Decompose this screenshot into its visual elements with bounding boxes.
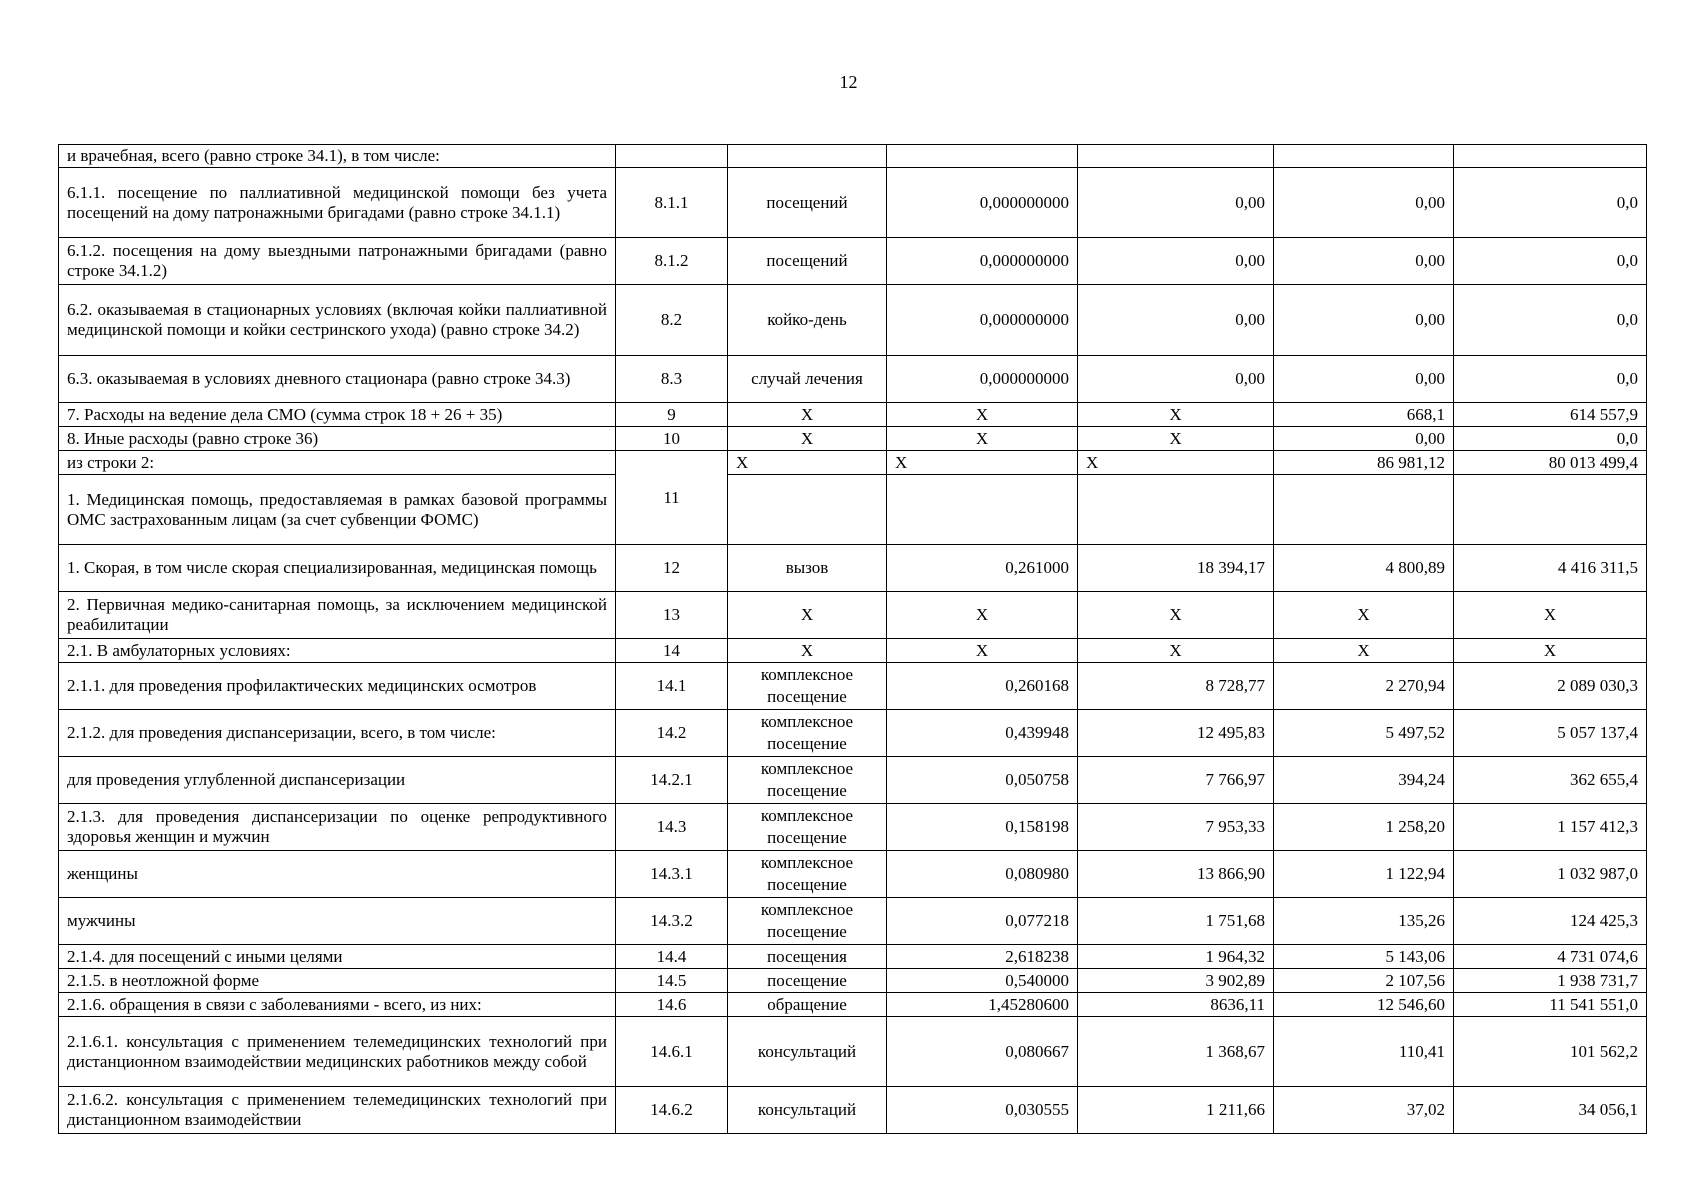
row-unit: посещение xyxy=(728,969,887,993)
row-total: 5 057 137,4 xyxy=(1454,710,1647,757)
row-total: Х xyxy=(1454,592,1647,639)
row-name: 7. Расходы на ведение дела СМО (сумма строк 18 + 26 + 35) xyxy=(59,403,616,427)
row-cost: 3 902,89 xyxy=(1078,969,1274,993)
row-norm: Х xyxy=(887,639,1078,663)
row-code: 14.3.2 xyxy=(616,898,728,945)
row-name: 6.3. оказываемая в условиях дневного стационара (равно строке 34.3) xyxy=(59,356,616,403)
row-total: 4 416 311,5 xyxy=(1454,545,1647,592)
row-name: 1. Медицинская помощь, предоставляемая в рамках базовой программы ОМС застрахованным лицам (за счет субвенции ФОМС) xyxy=(59,475,616,545)
row-cost: 1 211,66 xyxy=(1078,1087,1274,1134)
row-code xyxy=(616,145,728,168)
row-total: 362 655,4 xyxy=(1454,757,1647,804)
row-unit: посещения xyxy=(728,945,887,969)
row-norm: 0,050758 xyxy=(887,757,1078,804)
table-row xyxy=(59,804,1647,851)
row-per-capita: 37,02 xyxy=(1274,1087,1454,1134)
row-cost: 18 394,17 xyxy=(1078,545,1274,592)
table-row xyxy=(59,757,1647,804)
row-name: 2. Первичная медико-санитарная помощь, за исключением медицинской реабилитации xyxy=(59,592,616,639)
row-name: 1. Скорая, в том числе скорая специализированная, медицинская помощь xyxy=(59,545,616,592)
row-name: мужчины xyxy=(59,898,616,945)
row-cost xyxy=(1078,475,1274,545)
table-row xyxy=(59,356,1647,403)
row-code: 14.6.1 xyxy=(616,1017,728,1087)
row-per-capita: 1 122,94 xyxy=(1274,851,1454,898)
row-unit: посещений xyxy=(728,168,887,238)
row-per-capita: Х xyxy=(1274,592,1454,639)
row-cost: 12 495,83 xyxy=(1078,710,1274,757)
row-total: 101 562,2 xyxy=(1454,1017,1647,1087)
row-unit: Х xyxy=(728,451,887,475)
row-name: 2.1. В амбулаторных условиях: xyxy=(59,639,616,663)
row-unit: обращение xyxy=(728,993,887,1017)
row-cost: 8 728,77 xyxy=(1078,663,1274,710)
row-unit xyxy=(728,145,887,168)
row-unit: случай лечения xyxy=(728,356,887,403)
row-unit: койко-день xyxy=(728,285,887,356)
table-row xyxy=(59,403,1647,427)
row-code: 14.6 xyxy=(616,993,728,1017)
row-per-capita: 2 270,94 xyxy=(1274,663,1454,710)
row-norm: 0,000000000 xyxy=(887,356,1078,403)
table-row xyxy=(59,969,1647,993)
row-total: 0,0 xyxy=(1454,356,1647,403)
row-unit: Х xyxy=(728,403,887,427)
row-norm: 0,000000000 xyxy=(887,285,1078,356)
row-code: 12 xyxy=(616,545,728,592)
table-row xyxy=(59,168,1647,238)
row-cost: 0,00 xyxy=(1078,356,1274,403)
row-cost: 8636,11 xyxy=(1078,993,1274,1017)
row-total: Х xyxy=(1454,639,1647,663)
page-number: 12 xyxy=(839,72,858,92)
row-total: 0,0 xyxy=(1454,427,1647,451)
row-name: 2.1.3. для проведения диспансеризации по оценке репродуктивного здоровья женщин и мужчин xyxy=(59,804,616,851)
table-row xyxy=(59,545,1647,592)
row-cost: 0,00 xyxy=(1078,285,1274,356)
row-name: 6.1.2. посещения на дому выездными патронажными бригадами (равно строке 34.1.2) xyxy=(59,238,616,285)
row-per-capita: 4 800,89 xyxy=(1274,545,1454,592)
row-norm xyxy=(887,145,1078,168)
row-name: 6.2. оказываемая в стационарных условиях (включая койки паллиативной медицинской помощи и койки сестринского ухода) (равно строке 34.2) xyxy=(59,285,616,356)
row-per-capita: 0,00 xyxy=(1274,238,1454,285)
row-total: 0,0 xyxy=(1454,285,1647,356)
row-norm: Х xyxy=(887,403,1078,427)
table-row xyxy=(59,427,1647,451)
row-unit: Х xyxy=(728,427,887,451)
row-unit: Х xyxy=(728,639,887,663)
row-per-capita: 0,00 xyxy=(1274,285,1454,356)
row-code: 9 xyxy=(616,403,728,427)
row-name: 2.1.5. в неотложной форме xyxy=(59,969,616,993)
row-norm: Х xyxy=(887,592,1078,639)
table-row xyxy=(59,145,1647,168)
row-norm: 0,439948 xyxy=(887,710,1078,757)
row-norm: 1,45280600 xyxy=(887,993,1078,1017)
table-row xyxy=(59,851,1647,898)
row-cost: 0,00 xyxy=(1078,168,1274,238)
row-per-capita xyxy=(1274,475,1454,545)
row-norm: 0,030555 xyxy=(887,1087,1078,1134)
table-row xyxy=(59,945,1647,969)
row-code: 14.3 xyxy=(616,804,728,851)
row-name: 2.1.1. для проведения профилактических медицинских осмотров xyxy=(59,663,616,710)
row-code: 11 xyxy=(616,451,728,545)
table-row xyxy=(59,993,1647,1017)
row-code: 14.4 xyxy=(616,945,728,969)
row-norm: 0,080667 xyxy=(887,1017,1078,1087)
row-unit: консультаций xyxy=(728,1017,887,1087)
row-total: 124 425,3 xyxy=(1454,898,1647,945)
row-unit: комплексное посещение xyxy=(728,757,887,804)
row-name: 2.1.4. для посещений с иными целями xyxy=(59,945,616,969)
row-name: 2.1.6.2. консультация с применением телемедицинских технологий при дистанционном взаимодействии xyxy=(59,1087,616,1134)
row-norm: 0,077218 xyxy=(887,898,1078,945)
row-unit: комплексное посещение xyxy=(728,710,887,757)
row-per-capita: 110,41 xyxy=(1274,1017,1454,1087)
row-norm: Х xyxy=(887,427,1078,451)
row-cost: 7 766,97 xyxy=(1078,757,1274,804)
table-row xyxy=(59,663,1647,710)
row-total xyxy=(1454,145,1647,168)
table-row xyxy=(59,451,1647,475)
table-row xyxy=(59,592,1647,639)
row-norm: 0,261000 xyxy=(887,545,1078,592)
row-unit: комплексное посещение xyxy=(728,663,887,710)
table-row xyxy=(59,475,1647,545)
row-code: 8.3 xyxy=(616,356,728,403)
row-per-capita: 135,26 xyxy=(1274,898,1454,945)
row-total xyxy=(1454,475,1647,545)
row-code: 14.2.1 xyxy=(616,757,728,804)
row-total: 0,0 xyxy=(1454,168,1647,238)
row-total: 614 557,9 xyxy=(1454,403,1647,427)
row-total: 80 013 499,4 xyxy=(1454,451,1647,475)
row-code: 14.1 xyxy=(616,663,728,710)
row-per-capita: 5 497,52 xyxy=(1274,710,1454,757)
table-row xyxy=(59,1087,1647,1134)
row-unit: комплексное посещение xyxy=(728,898,887,945)
row-unit: посещений xyxy=(728,238,887,285)
row-name: и врачебная, всего (равно строке 34.1), в том числе: xyxy=(59,145,616,168)
row-per-capita: Х xyxy=(1274,639,1454,663)
row-norm: 0,000000000 xyxy=(887,238,1078,285)
row-cost xyxy=(1078,145,1274,168)
row-norm: 0,080980 xyxy=(887,851,1078,898)
row-name: женщины xyxy=(59,851,616,898)
row-unit: Х xyxy=(728,592,887,639)
row-name: 6.1.1. посещение по паллиативной медицинской помощи без учета посещений на дому патронажными бригадами (равно строке 34.1.1) xyxy=(59,168,616,238)
row-norm: 0,158198 xyxy=(887,804,1078,851)
row-total: 0,0 xyxy=(1454,238,1647,285)
row-total: 1 157 412,3 xyxy=(1454,804,1647,851)
table-row xyxy=(59,238,1647,285)
row-total: 34 056,1 xyxy=(1454,1087,1647,1134)
row-code: 13 xyxy=(616,592,728,639)
table-row xyxy=(59,639,1647,663)
row-cost: 7 953,33 xyxy=(1078,804,1274,851)
row-code: 8.1.1 xyxy=(616,168,728,238)
row-per-capita: 1 258,20 xyxy=(1274,804,1454,851)
table-row xyxy=(59,710,1647,757)
row-code: 8.2 xyxy=(616,285,728,356)
row-unit: консультаций xyxy=(728,1087,887,1134)
row-code: 14 xyxy=(616,639,728,663)
row-name: 2.1.6. обращения в связи с заболеваниями - всего, из них: xyxy=(59,993,616,1017)
row-norm: 0,260168 xyxy=(887,663,1078,710)
row-total: 1 032 987,0 xyxy=(1454,851,1647,898)
row-total: 4 731 074,6 xyxy=(1454,945,1647,969)
table-row xyxy=(59,1017,1647,1087)
row-per-capita: 86 981,12 xyxy=(1274,451,1454,475)
row-cost: Х xyxy=(1078,427,1274,451)
row-cost: 1 751,68 xyxy=(1078,898,1274,945)
financial-table xyxy=(58,144,1647,1134)
row-code: 14.2 xyxy=(616,710,728,757)
row-cost: 13 866,90 xyxy=(1078,851,1274,898)
row-code: 10 xyxy=(616,427,728,451)
row-name: 2.1.6.1. консультация с применением телемедицинских технологий при дистанционном взаимодействии медицинских работников между собой xyxy=(59,1017,616,1087)
row-norm xyxy=(887,475,1078,545)
row-total: 1 938 731,7 xyxy=(1454,969,1647,993)
row-unit: комплексное посещение xyxy=(728,804,887,851)
row-per-capita: 394,24 xyxy=(1274,757,1454,804)
row-name: 8. Иные расходы (равно строке 36) xyxy=(59,427,616,451)
row-unit xyxy=(728,475,887,545)
row-code: 14.6.2 xyxy=(616,1087,728,1134)
table-row xyxy=(59,898,1647,945)
row-cost: 1 964,32 xyxy=(1078,945,1274,969)
row-per-capita: 668,1 xyxy=(1274,403,1454,427)
row-total: 11 541 551,0 xyxy=(1454,993,1647,1017)
row-total: 2 089 030,3 xyxy=(1454,663,1647,710)
row-per-capita: 0,00 xyxy=(1274,168,1454,238)
row-unit: комплексное посещение xyxy=(728,851,887,898)
row-per-capita: 2 107,56 xyxy=(1274,969,1454,993)
row-name: из строки 2: xyxy=(59,451,616,475)
row-norm: 0,000000000 xyxy=(887,168,1078,238)
table-row xyxy=(59,285,1647,356)
row-cost: Х xyxy=(1078,451,1274,475)
row-code: 8.1.2 xyxy=(616,238,728,285)
row-per-capita: 5 143,06 xyxy=(1274,945,1454,969)
row-cost: Х xyxy=(1078,639,1274,663)
row-unit: вызов xyxy=(728,545,887,592)
row-per-capita xyxy=(1274,145,1454,168)
row-code: 14.3.1 xyxy=(616,851,728,898)
row-name: 2.1.2. для проведения диспансеризации, всего, в том числе: xyxy=(59,710,616,757)
row-norm: 0,540000 xyxy=(887,969,1078,993)
row-norm: 2,618238 xyxy=(887,945,1078,969)
row-cost: 1 368,67 xyxy=(1078,1017,1274,1087)
row-norm: Х xyxy=(887,451,1078,475)
row-per-capita: 0,00 xyxy=(1274,356,1454,403)
row-per-capita: 12 546,60 xyxy=(1274,993,1454,1017)
row-cost: Х xyxy=(1078,403,1274,427)
row-cost: 0,00 xyxy=(1078,238,1274,285)
row-per-capita: 0,00 xyxy=(1274,427,1454,451)
row-name: для проведения углубленной диспансеризации xyxy=(59,757,616,804)
row-code: 14.5 xyxy=(616,969,728,993)
row-cost: Х xyxy=(1078,592,1274,639)
